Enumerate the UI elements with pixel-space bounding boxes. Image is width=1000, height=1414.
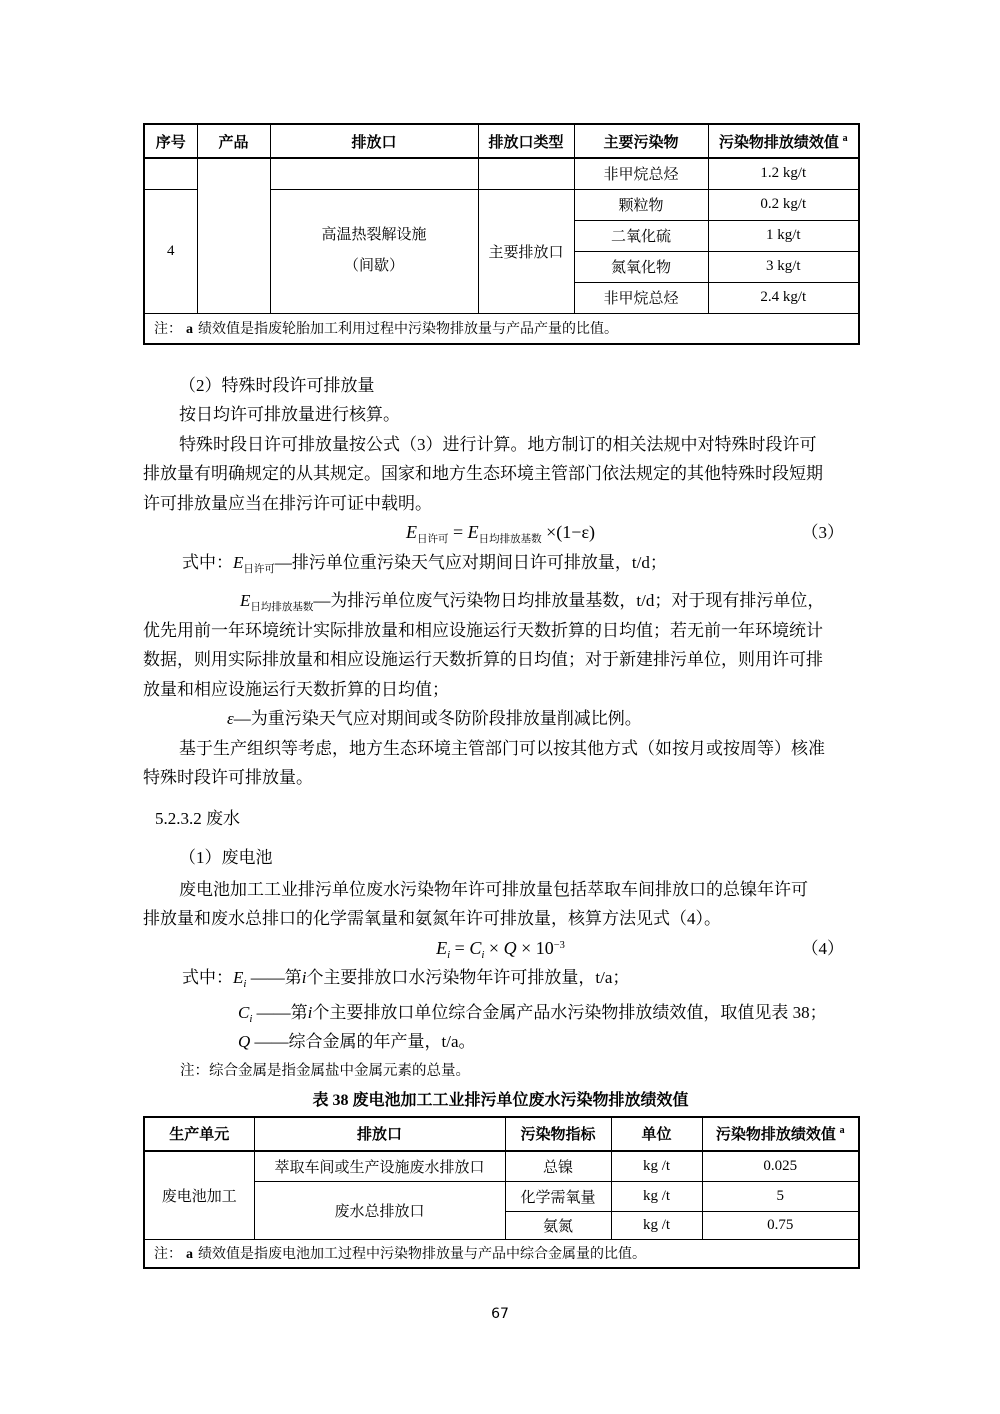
header-outlet: 排放口	[270, 124, 478, 158]
symbol-E: E	[240, 591, 251, 610]
where-label: 式中：	[182, 552, 233, 572]
formula4-where-line1	[143, 963, 858, 993]
definition-text: 第	[284, 968, 302, 987]
indicator-cell: 总镍	[505, 1151, 611, 1182]
formula4-equals: =	[454, 937, 465, 958]
formula4-times: ×	[488, 937, 500, 958]
indicator-cell: 化学需氧量	[505, 1182, 611, 1212]
definition-text: 个主要排放口单位综合金属产品水污染物排放绩效值，取值见表 38；	[312, 1002, 827, 1022]
outlet-name-line1: 高温热裂解设施	[321, 227, 427, 243]
formula3-equals: =	[452, 522, 464, 542]
pollutant-cell: 非甲烷总烃	[574, 158, 708, 189]
definition-text: —为重污染天气应对期间或冬防阶段排放量削减比例。	[233, 709, 642, 728]
symbol-i: i	[307, 1002, 313, 1022]
perf-value-cell: 0.025	[702, 1151, 859, 1182]
formula3-sub2: 日均排放基数	[478, 534, 542, 545]
body-text	[143, 371, 858, 1116]
note-text: 绩效值是指废电池加工过程中污染物排放量与产品中综合金属量的比值。	[198, 1247, 646, 1262]
product-empty-cell	[197, 158, 270, 313]
battery-wastewater-table	[143, 1116, 860, 1270]
formula4-where-line3	[143, 1027, 858, 1057]
perf-value-cell: 1 kg/t	[708, 220, 859, 251]
symbol-E-sub: i	[243, 978, 247, 990]
definition-text: —排污单位重污染天气应对期间日许可排放量，t/d；	[274, 552, 667, 572]
symbol-C: C	[238, 1002, 250, 1022]
symbol-Q: Q	[238, 1032, 251, 1051]
symbol-E-sub: 日均排放基数	[250, 602, 314, 613]
symbol-E-sub: 日许可	[243, 563, 275, 575]
formula3-E1: E	[405, 522, 417, 542]
header-production-unit: 生产单元	[144, 1117, 254, 1151]
pollutant-cell: 非甲烷总烃	[574, 282, 708, 313]
definition-text: 个主要排放口水污染物年许可排放量，t/a；	[306, 968, 630, 987]
formula4-times: ×	[521, 937, 532, 958]
seq-empty-cell	[144, 158, 197, 189]
subsection-heading: （2）特殊时段许可排放量	[179, 375, 375, 395]
paragraph-line: 特殊时段许可排放量。	[143, 768, 313, 787]
header-unit: 单位	[611, 1117, 702, 1151]
header-perf	[708, 124, 859, 158]
formula3-tail: ×(1−ε)	[546, 522, 595, 542]
formula4-exponent: −3	[553, 939, 565, 951]
formula4-where-line2	[143, 998, 858, 1028]
definition-text: 综合金属的年产量，t/a。	[288, 1032, 476, 1051]
header-indicator: 污染物指标	[505, 1117, 611, 1151]
symbol-i: i	[301, 968, 307, 987]
indicator-cell: 氨氮	[505, 1212, 611, 1240]
header-pollutant: 主要污染物	[574, 124, 708, 158]
table-note-row	[144, 313, 859, 344]
definition-text: 第	[290, 1002, 308, 1022]
production-unit-cell: 废电池加工	[144, 1151, 254, 1240]
formula3-epsilon-line	[143, 704, 858, 734]
formula3-sub1: 日许可	[416, 534, 449, 545]
formula-4	[143, 934, 858, 964]
where-label: 式中：	[182, 968, 233, 987]
paragraph-line: 按日均许可排放量进行核算。	[179, 405, 400, 424]
dash: ——	[254, 1032, 289, 1051]
pollutant-cell: 颗粒物	[574, 189, 708, 220]
note-prefix: 注：	[154, 321, 182, 337]
outlet-cell: 萃取车间或生产设施废水排放口	[254, 1151, 505, 1182]
perf-value-cell: 5	[702, 1182, 859, 1212]
paragraph-line: 放量和相应设施运行天数折算的日均值；	[143, 679, 449, 699]
note-text: 绩效值是指废轮胎加工利用过程中污染物排放量与产品产量的比值。	[198, 321, 618, 337]
header-product: 产品	[197, 124, 270, 158]
waste-tire-table	[143, 123, 860, 345]
formula3-E2: E	[467, 522, 479, 542]
table-header-row	[144, 1117, 859, 1151]
paragraph-line: 特殊时段日许可排放量按公式（3）进行计算。地方制订的相关法规中对特殊时段许可	[179, 434, 817, 454]
formula3-where-line1	[143, 548, 858, 578]
paragraph-line: 优先用前一年环境统计实际排放量和相应设施运行天数折算的日均值；若无前一年环境统计	[143, 620, 823, 640]
formula4-E-sub: i	[447, 948, 451, 961]
subsection-heading: （1）废电池	[179, 848, 273, 867]
outlet-name	[271, 220, 478, 282]
formula3-number: （3）	[801, 523, 844, 542]
pollutant-cell: 氮氧化物	[574, 251, 708, 282]
paragraph-line: 排放量和废水总排口的化学需氧量和氨氮年许可排放量，核算方法见式（4）。	[143, 909, 721, 928]
outlet-type-empty-cell	[478, 158, 574, 189]
outlet-empty-cell	[270, 158, 478, 189]
table-note-cell	[144, 313, 859, 344]
definition-text: —为排污单位废气污染物日均排放量基数，t/d；对于现有排污单位，	[313, 591, 825, 610]
note-marker: a	[186, 1247, 193, 1262]
perf-value-cell: 2.4 kg/t	[708, 282, 859, 313]
note-prefix: 注：	[154, 1247, 182, 1262]
table-note-cell	[144, 1240, 859, 1269]
metal-note: 注：综合金属是指金属盐中金属元素的总量。	[180, 1062, 470, 1079]
paragraph-line: 许可排放量应当在排污许可证中载明。	[143, 493, 432, 513]
perf-value-cell: 3 kg/t	[708, 251, 859, 282]
unit-cell: kg /t	[611, 1212, 702, 1240]
formula4-C-sub: i	[481, 948, 485, 961]
formula4-base: 10	[535, 937, 554, 958]
paragraph-line: 基于生产组织等考虑，地方生态环境主管部门可以按其他方式（如按月或按周等）核准	[179, 738, 825, 758]
symbol-E: E	[233, 552, 244, 572]
dash: ——	[256, 1002, 291, 1022]
header-seq: 序号	[144, 124, 197, 158]
dash: ——	[250, 968, 285, 987]
table-row	[144, 1151, 859, 1182]
header-outlet: 排放口	[254, 1117, 505, 1151]
pollutant-cell: 二氧化硫	[574, 220, 708, 251]
page-number: 67	[491, 1306, 509, 1322]
formula4-C: C	[469, 937, 482, 958]
seq-cell: 4	[144, 189, 197, 313]
table-row	[144, 158, 859, 189]
formula4-number: （4）	[801, 938, 844, 958]
outlet-type-cell: 主要排放口	[478, 189, 574, 313]
page-content	[143, 0, 858, 1269]
symbol-epsilon: ε	[227, 709, 234, 728]
formula4-Q: Q	[503, 937, 517, 958]
paragraph-line: 数据，则用实际排放量和相应设施运行天数折算的日均值；对于新建排污单位，则用许可排	[143, 650, 823, 669]
section-heading: 5.2.3.2 废水	[155, 808, 240, 828]
perf-value-cell: 0.2 kg/t	[708, 189, 859, 220]
header-outlet-type: 排放口类型	[478, 124, 574, 158]
header-perf-footnote: a	[839, 1125, 845, 1136]
header-perf-label: 污染物排放绩效值	[715, 1127, 836, 1143]
outlet-cell	[270, 189, 478, 313]
paragraph-line: 排放量有明确规定的从其规定。国家和地方生态环境主管部门依法规定的其他特殊时段短期	[143, 464, 823, 483]
symbol-E: E	[233, 968, 244, 987]
note-marker: a	[186, 321, 193, 337]
header-perf-label: 污染物排放绩效值	[718, 134, 839, 151]
table-header-row	[144, 124, 859, 158]
formula3-where-line2	[143, 586, 858, 616]
outlet-name-line2: （间歇）	[343, 258, 404, 274]
unit-cell: kg /t	[611, 1151, 702, 1182]
perf-value-cell: 1.2 kg/t	[708, 158, 859, 189]
formula-3	[143, 518, 858, 548]
formula4-E: E	[436, 937, 448, 958]
unit-cell: kg /t	[611, 1182, 702, 1212]
header-perf	[702, 1117, 859, 1151]
symbol-C-sub: i	[249, 1012, 253, 1025]
outlet-cell: 废水总排放口	[254, 1182, 505, 1240]
header-perf-footnote: a	[842, 132, 848, 144]
perf-value-cell: 0.75	[702, 1212, 859, 1240]
table38-title: 表 38 废电池加工工业排污单位废水污染物排放绩效值	[312, 1092, 689, 1109]
table-note-row	[144, 1240, 859, 1269]
paragraph-line: 废电池加工工业排污单位废水污染物年许可排放量包括萃取车间排放口的总镍年许可	[179, 879, 808, 899]
